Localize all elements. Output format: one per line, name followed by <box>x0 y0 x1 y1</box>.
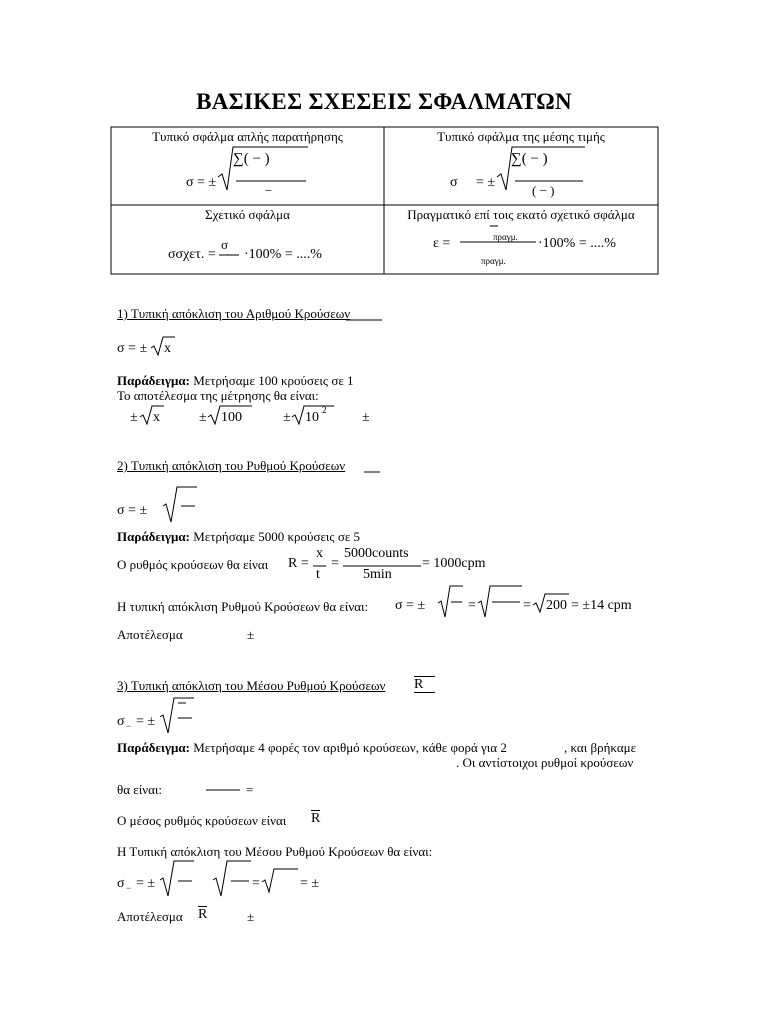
cell4-formula-rest: ·100% = ....% <box>538 236 616 251</box>
section3-will-be: θα είναι: <box>117 782 163 797</box>
section2-example: Παράδειγμα: Μετρήσαμε 5000 κρούσεις σε 5 <box>117 529 361 544</box>
section2-std-text: Η τυπική απόκλιση Ρυθμού Κρούσεων θα είναι: <box>117 599 369 614</box>
section3-will-be-bar <box>206 789 246 792</box>
cell1-formula-lhs: σ = ± <box>186 175 217 190</box>
section2-std-eq1: = <box>468 598 476 613</box>
section3-std-sub: − <box>126 883 132 893</box>
section2-rate-result: = 1000cpm <box>422 556 486 571</box>
section2-radical <box>163 486 203 526</box>
cell1-denominator: − <box>265 183 273 198</box>
cell1-sum: ∑( − ) <box>233 151 270 167</box>
section3-example: Παράδειγμα: Μετρήσαμε 4 φορές τον αριθμό κρούσεων, κάθε φορά για 2 <box>117 740 507 755</box>
cell-label-relative-error: Σχετικό σφάλμα <box>205 207 290 222</box>
cell2-formula-sigma: σ <box>450 175 458 190</box>
page-title: ΒΑΣΙΚΕΣ ΣΧΕΣΕΙΣ ΣΦΑΛΜΑΤΩΝ <box>196 89 572 114</box>
section2-rate-x: x <box>316 546 323 561</box>
section1-r4-pm: ± <box>362 410 370 425</box>
section1-r2-pm: ± <box>199 410 207 425</box>
section3-std-radical1 <box>160 860 200 900</box>
section3-formula-sub: − <box>126 721 132 731</box>
cell-label-percent-error: Πραγματικό επί τοις εκατό σχετικό σφάλμα <box>407 207 635 222</box>
section3-will-be-eq: = <box>246 782 254 797</box>
cell4-numerator-sub: πραγμ. <box>493 232 518 242</box>
section2-rate-eq: = <box>331 556 339 571</box>
section2-std-radical1 <box>438 585 468 621</box>
cell-label-mean-value: Τυπικό σφάλμα της μέσης τιμής <box>437 129 605 144</box>
section3-formula-eq: = ± <box>136 714 156 729</box>
section3-example-tail: , και βρήκαμε <box>564 740 637 755</box>
cell-label-single-observation: Τυπικό σφάλμα απλής παρατήρησης <box>152 129 343 144</box>
section2-rate-text: Ο ρυθμός κρούσεων θα είναι <box>117 557 269 572</box>
section2-rate-num: 5000counts <box>344 546 409 561</box>
section1-formula-lhs: σ = ± <box>117 341 148 356</box>
cell3-formula-lhs: σσχετ. = <box>168 247 216 262</box>
section1-heading-underline-ext <box>346 319 386 322</box>
section1-r3-rad: 10 <box>305 410 319 425</box>
section2-rate-den: 5min <box>363 567 392 582</box>
section3-heading: 3) Τυπική απόκλιση του Μέσου Ρυθμού Κρούσεων <box>117 678 386 693</box>
section3-std-text: Η Τυπική απόκλιση του Μέσου Ρυθμού Κρούσεων θα είναι: <box>117 844 433 859</box>
section3-std-eq3: = ± <box>300 876 320 891</box>
section1-r1-rad: x <box>153 410 160 425</box>
section2-result-label: Αποτέλεσμα <box>117 627 183 642</box>
section3-rates-line: . Οι αντίστοιχοι ρυθμοί κρούσεων <box>456 755 634 770</box>
section2-std-lhs: σ = ± <box>395 598 426 613</box>
cell3-formula-rest: ·100% = ....% <box>244 247 322 262</box>
section2-rate-R: R = <box>288 556 309 571</box>
section1-r1-pm: ± <box>130 410 138 425</box>
section2-rate-t: t <box>316 567 320 582</box>
section1-r3-pm: ± <box>283 410 291 425</box>
cell3-sigma-numerator: σ <box>221 237 229 252</box>
formula-table-grid <box>0 0 768 300</box>
section1-r2-rad: 100 <box>221 410 242 425</box>
cell2-sum: ∑( − ) <box>511 151 548 167</box>
section3-mean-R: R <box>311 811 321 826</box>
section3-result-label: Αποτέλεσμα <box>117 909 183 924</box>
section1-formula-rad: x <box>164 341 171 356</box>
section3-std-radical3 <box>262 868 302 898</box>
section2-std-eq2: = <box>523 598 531 613</box>
section1-r3-exponent: 2 <box>322 405 327 415</box>
section3-radical <box>160 697 200 737</box>
section2-heading-underline-ext <box>364 471 384 474</box>
section3-std-eq2: = <box>252 876 260 891</box>
section1-result-line: Το αποτέλεσμα της μέτρησης θα είναι: <box>117 388 319 403</box>
cell4-formula-lhs: ε = <box>433 236 451 251</box>
section3-std-lhs: σ <box>117 876 125 891</box>
cell2-formula-eq: = ± <box>476 175 496 190</box>
section3-std-radical2 <box>213 860 253 900</box>
section2-std-rad: 200 <box>546 598 567 613</box>
section3-mean-text: Ο μέσος ρυθμός κρούσεων είναι <box>117 813 287 828</box>
section2-result-pm: ± <box>247 627 255 642</box>
section3-std-eq: = ± <box>136 876 156 891</box>
cell4-denominator-sub: πραγμ. <box>481 256 506 266</box>
section2-formula-lhs: σ = ± <box>117 503 148 518</box>
section3-formula-lhs: σ <box>117 714 125 729</box>
section1-example: Παράδειγμα: Μετρήσαμε 100 κρούσεις σε 1 <box>117 373 354 388</box>
section3-result-pm: ± <box>247 909 255 924</box>
section2-heading: 2) Τυπική απόκλιση του Ρυθμού Κρούσεων <box>117 458 346 473</box>
section1-heading: 1) Τυπική απόκλιση του Αριθμού Κρούσεων <box>117 306 351 321</box>
section3-result-R: R <box>198 907 208 922</box>
section2-std-result: = ±14 cpm <box>571 598 632 613</box>
cell2-denominator: ( − ) <box>532 183 555 198</box>
section3-heading-R: R <box>414 676 435 693</box>
